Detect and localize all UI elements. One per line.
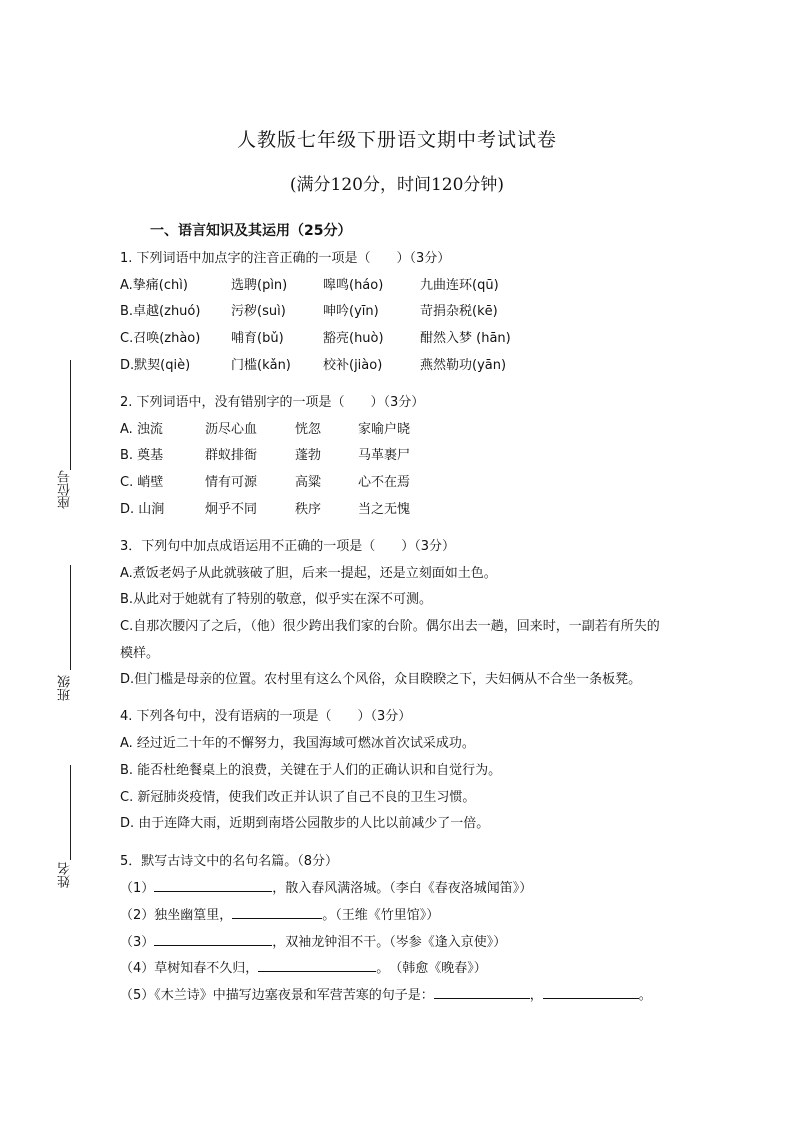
class-line	[70, 565, 71, 670]
exam-title: 人教版七年级下册语文期中考试试卷	[236, 129, 557, 151]
q5-4-blank[interactable]	[258, 959, 376, 972]
q2-d-4: 当之无愧	[358, 502, 411, 517]
q1-b-3: 呻吟(yīn)	[323, 304, 379, 319]
q2-b-2: 群蚁排衙	[205, 448, 258, 463]
q2-d-1: D. 山涧	[120, 502, 165, 517]
q5-5-comma: ，	[529, 988, 543, 1003]
q5-3-blank[interactable]	[154, 933, 272, 946]
q2-a-3: 恍忽	[295, 422, 322, 437]
q3-b: B.从此对于她就有了特别的敬意，似乎实在深不可测。	[120, 592, 433, 607]
q5-5-blank-2[interactable]	[543, 986, 639, 999]
q5-2-blank[interactable]	[232, 906, 322, 919]
name-line	[70, 765, 71, 860]
q1-a-3: 嗥鸣(háo)	[323, 278, 384, 293]
q5-1-blank[interactable]	[154, 879, 272, 892]
q5-4-suffix: 。 （韩愈《晚春》）	[376, 961, 487, 976]
q3-stem: 3．下列句中加点成语运用不正确的一项是（ ）（3分）	[120, 539, 456, 554]
q5-3-prefix: （3）	[120, 935, 155, 950]
q4-d: D. 由于连降大雨，近期到南塔公园散步的人比以前减少了一倍。	[120, 816, 490, 831]
q2-d-2: 炯乎不同	[205, 502, 258, 517]
q5-5-prefix: （5）《木兰诗》中描写边塞夜景和军营苦寒的句子是：	[120, 988, 434, 1003]
q5-4-prefix: （4）草树知春不久归，	[120, 961, 259, 976]
q1-c-4: 酣然入梦 (hān)	[420, 331, 511, 346]
q5-2-suffix: 。（王维《竹里馆》）	[322, 908, 440, 923]
q5-3-suffix: ，双袖龙钟泪不干。（岑参《逢入京使》）	[272, 935, 507, 950]
section-heading: 一、语言知识及其运用（25分）	[150, 223, 352, 239]
q4-a: A. 经过近二十年的不懈努力，我国海域可燃冰首次试采成功。	[120, 736, 475, 751]
q5-line-5	[120, 986, 652, 1005]
q5-1-suffix: ，散入春风满洛城。（李白《春夜洛城闻笛》）	[272, 881, 533, 896]
q1-d-3: 校补(jiào)	[323, 358, 383, 373]
q5-2-prefix: （2）独坐幽篁里，	[120, 908, 233, 923]
q1-b-4: 苛捐杂税(kē)	[420, 304, 498, 319]
class-label: 班级	[58, 675, 73, 701]
q1-a-1: A.挚痛(chì)	[120, 278, 188, 293]
q1-a-4: 九曲连环(qū)	[420, 278, 499, 293]
q4-c: C. 新冠肺炎疫情，使我们改正并认识了自己不良的卫生习惯。	[120, 790, 476, 805]
q1-d-2: 门槛(kǎn)	[231, 358, 291, 373]
q1-b-1: B.卓越(zhuó)	[120, 304, 201, 319]
q3-d: D.但门槛是母亲的位置。农村里有这么个风俗，众目睽睽之下，夫妇俩从不合坐一条板凳。	[120, 672, 642, 687]
q2-c-3: 高粱	[295, 475, 322, 490]
q5-line-3	[120, 933, 506, 952]
q1-a-2: 选聘(pìn)	[231, 278, 288, 293]
q2-d-3: 秩序	[295, 502, 322, 517]
q2-c-1: C. 峭壁	[120, 475, 164, 490]
q2-a-4: 家喻户晓	[358, 422, 411, 437]
q1-d-1: D.默契(qiè)	[120, 358, 191, 373]
q1-b-2: 污秽(suì)	[231, 304, 286, 319]
q4-stem: 4. 下列各句中，没有语病的一项是（ ）（3分）	[120, 709, 412, 724]
q2-a-2: 沥尽心血	[205, 422, 258, 437]
q2-c-2: 情有可源	[205, 475, 258, 490]
q2-a-1: A. 浊流	[120, 422, 163, 437]
seat-label: 座位号	[58, 470, 73, 509]
q1-c-2: 哺育(bǔ)	[231, 331, 284, 346]
q5-line-1	[120, 879, 532, 898]
q1-d-4: 燕然勒功(yān)	[420, 358, 507, 373]
q1-c-3: 豁亮(huò)	[323, 331, 384, 346]
q3-c: C.自那次腰闪了之后，（他）很少跨出我们家的台阶。偶尔出去一趟，回来时，一副若有所失的	[120, 619, 660, 634]
q1-c-1: C.召唤(zhào)	[120, 331, 201, 346]
q5-stem: 5．默写古诗文中的名句名篇。（8分）	[120, 854, 339, 869]
q4-b: B. 能否杜绝餐桌上的浪费，关键在于人们的正确认识和自觉行为。	[120, 763, 502, 778]
q5-5-blank-1[interactable]	[434, 986, 530, 999]
q5-line-2	[120, 906, 439, 925]
q2-c-4: 心不在焉	[358, 475, 411, 490]
q5-1-prefix: （1）	[120, 881, 155, 896]
name-label: 姓名	[58, 862, 73, 888]
q2-stem: 2. 下列词语中，没有错别字的一项是（ ）（3分）	[120, 395, 425, 410]
q2-b-1: B. 奠基	[120, 448, 164, 463]
q3-a: A.煮饭老妈子从此就骇破了胆，后来一提起，还是立刻面如土色。	[120, 566, 497, 581]
q3-c-cont: 模样。	[120, 646, 160, 661]
q5-5-end: 。	[638, 988, 652, 1003]
q5-line-4	[120, 959, 487, 978]
q2-b-4: 马革裹尸	[358, 448, 411, 463]
q1-stem: 1. 下列词语中加点字的注音正确的一项是（ ）（3分）	[120, 251, 451, 266]
exam-subtitle: (满分120分，时间120分钟)	[289, 175, 505, 195]
seat-line	[70, 360, 71, 470]
q2-b-3: 蓬勃	[295, 448, 322, 463]
